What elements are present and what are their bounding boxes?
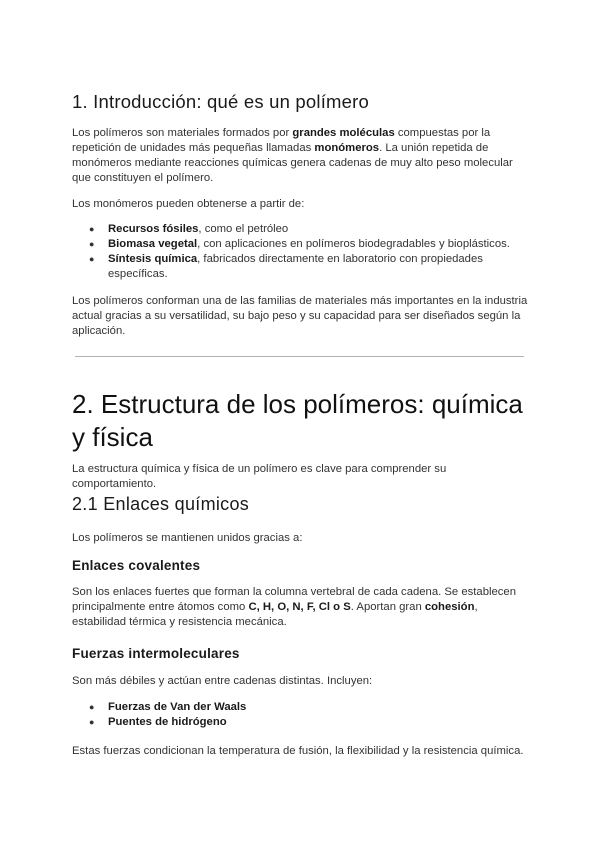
bullet-icon: ● xyxy=(89,717,95,727)
list-item-text: , fabricados directamente en laboratorio con propiedades específicas. xyxy=(108,253,483,280)
intro-text-a: Los polímeros son materiales formados por xyxy=(72,127,293,139)
structure-intro-paragraph: La estructura química y física de un polímero es clave para comprender su comportamiento. xyxy=(72,463,447,490)
list-item-bold: Fuerzas de Van der Waals xyxy=(108,701,247,713)
covalent-text-d: , estabilidad térmica y resistencia mecánica. xyxy=(72,601,478,628)
covalent-bonds-heading: Enlaces covalentes xyxy=(72,558,201,573)
covalent-text-c: . Aportan gran xyxy=(350,601,425,613)
list-item-bold: Puentes de hidrógeno xyxy=(108,716,227,728)
section-divider xyxy=(75,356,524,357)
sources-lead-paragraph: Los monómeros pueden obtenerse a partir de: xyxy=(72,198,305,210)
subsection-2-1-heading: 2.1 Enlaces químicos xyxy=(72,494,250,514)
section-2-heading: 2. Estructura de los polímeros: química y física xyxy=(72,389,523,452)
intro-text-c: compuestas por la repetición de unidades más pequeñas llamadas xyxy=(72,127,491,154)
bullet-icon: ● xyxy=(89,224,95,234)
list-item-bold: Recursos fósiles xyxy=(108,223,199,235)
bullet-icon: ● xyxy=(89,239,95,249)
list-item-bold: Síntesis química xyxy=(108,253,198,265)
list-item-text: , como el petróleo xyxy=(198,223,289,235)
intro-bold-large-molecules: grandes moléculas xyxy=(292,127,395,139)
covalent-bold-atoms: C, H, O, N, F, Cl o S xyxy=(248,601,351,613)
list-item xyxy=(72,700,528,715)
covalent-bonds-paragraph xyxy=(72,585,528,630)
monomer-sources-list xyxy=(72,222,528,282)
covalent-text-a: Son los enlaces fuertes que forman la columna vertebral de cada cadena. Se establecen principalmente entre átomos como xyxy=(72,586,516,613)
forces-closing-paragraph: Estas fuerzas condicionan la temperatura de fusión, la flexibilidad y la resistencia química. xyxy=(72,745,524,757)
list-item-text: , con aplicaciones en polímeros biodegradables y bioplásticos. xyxy=(197,238,510,250)
list-item xyxy=(72,252,528,282)
intermolecular-forces-list xyxy=(72,700,528,730)
list-item-bold: Biomasa vegetal xyxy=(108,238,198,250)
intermolecular-intro-paragraph: Son más débiles y actúan entre cadenas distintas. Incluyen: xyxy=(72,675,373,687)
list-item xyxy=(72,237,528,252)
intro-paragraph xyxy=(72,126,528,186)
section-1-heading: 1. Introducción: qué es un polímero xyxy=(72,91,370,112)
materials-paragraph: Los polímeros conforman una de las familias de materiales más importantes en la industria actual gracias a su versatilidad, su bajo peso y su capacidad para ser diseñados según la aplicación. xyxy=(72,295,528,337)
covalent-bold-cohesion: cohesión xyxy=(424,601,475,613)
intro-text-d: . La unión repetida de monómeros mediante reacciones químicas genera cadenas de muy alto peso molecular que constituyen el polímero. xyxy=(72,142,513,184)
list-item xyxy=(72,222,528,237)
bullet-icon: ● xyxy=(89,702,95,712)
bonds-intro-paragraph: Los polímeros se mantienen unidos gracias a: xyxy=(72,532,303,544)
list-item xyxy=(72,715,528,730)
intermolecular-forces-heading: Fuerzas intermoleculares xyxy=(72,646,240,661)
bullet-icon: ● xyxy=(89,254,95,264)
intro-bold-monomers: monómeros xyxy=(314,142,380,154)
